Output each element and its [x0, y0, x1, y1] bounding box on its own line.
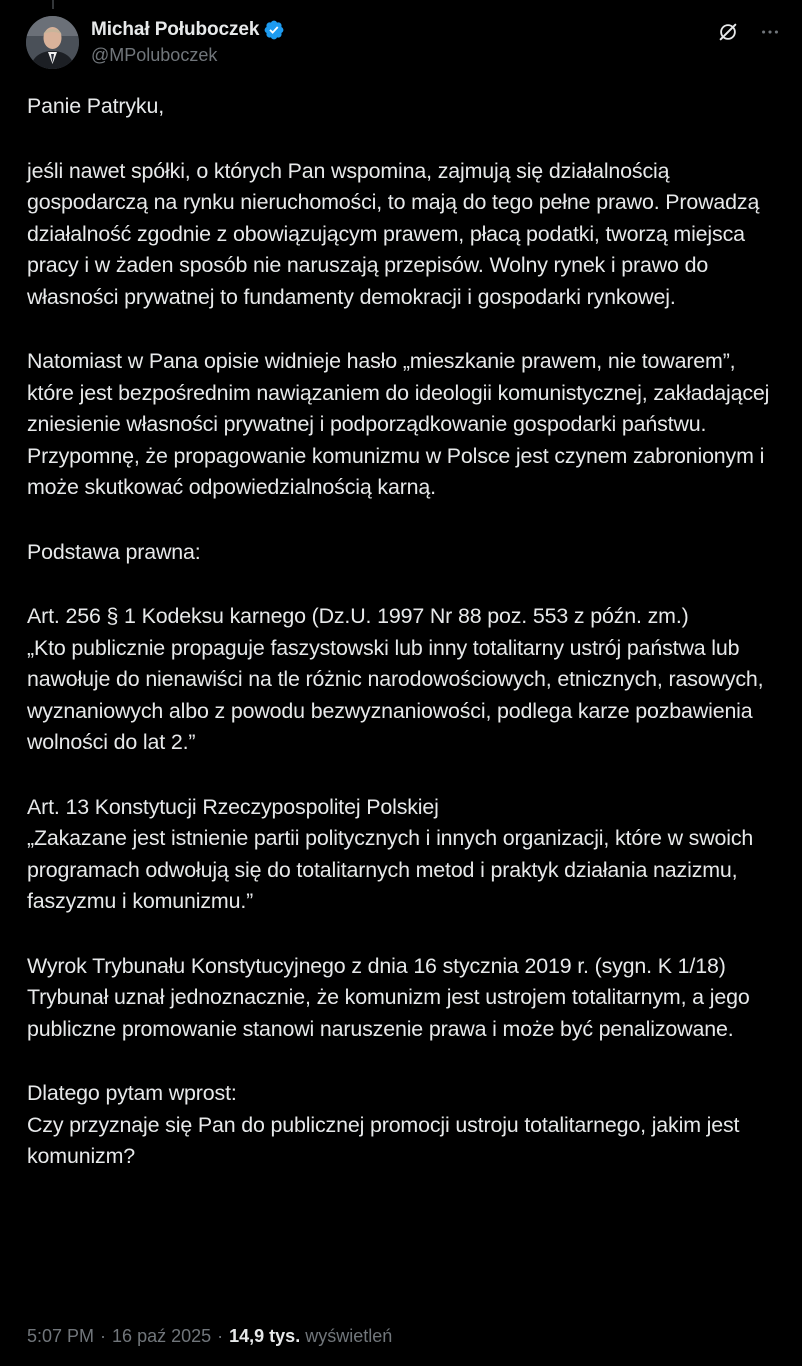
post-paragraph-tribunal: Wyrok Trybunału Konstytucyjnego z dnia 16 stycznia 2019 r. (sygn. K 1/18) Trybunał uznał jednoznacznie, że komunizm jest ustrojem totalitarnym, a jego publiczne promowanie stanowi naruszenie prawa i może być penalizowane.: [27, 953, 750, 1041]
post-date[interactable]: 16 paź 2025: [112, 1326, 212, 1346]
post-paragraph-slogan: Natomiast w Pana opisie widnieje hasło „mieszkanie prawem, nie towarem”, które jest bezpośrednim nawiązaniem do ideologii komunistycznej, zakładającej zniesienie własności prywatnej i podporządkowanie gospodarki państwu. Przypomnę, że propagowanie komunizmu w Polsce jest czynem zabronionym i może skutkować odpowiedzialnością karną.: [27, 349, 770, 499]
post-text: [27, 91, 787, 1206]
meta-separator: ·: [100, 1326, 107, 1346]
avatar[interactable]: [26, 16, 79, 69]
post-paragraph-legal-basis: Podstawa prawna:: [27, 539, 201, 564]
post-paragraph-question: Dlatego pytam wprost: Czy przyznaje się Pan do publicznej promocji ustroju totalitarnego, jakim jest komunizm?: [27, 1081, 740, 1168]
author-info: [91, 18, 285, 66]
handle[interactable]: @MPoluboczek: [91, 45, 218, 65]
post-header: [26, 16, 786, 72]
views-count[interactable]: 14,9 tys.: [229, 1326, 301, 1346]
post-time[interactable]: 5:07 PM: [27, 1326, 95, 1346]
post-paragraph-criminal-code: Art. 256 § 1 Kodeksu karnego (Dz.U. 1997 Nr 88 poz. 553 z późn. zm.) „Kto publicznie propaguje faszystowski lub inny totalitarny ustrój państwa lub nawołuje do nienawiści na tle różnic narodowościowych, etnicznych, rasowych, wyznaniowych albo z powodu bezwyznaniowości, podlega karze pozbawienia wolności do lat 2.”: [27, 604, 764, 754]
header-actions: [716, 20, 782, 44]
avatar-image: [26, 16, 79, 69]
verified-badge-icon[interactable]: [263, 19, 285, 41]
name-row: [91, 18, 285, 42]
thread-connector-line: [52, 0, 54, 9]
post-paragraph-greeting: Panie Patryku,: [27, 94, 165, 118]
grok-icon[interactable]: [716, 20, 740, 44]
post-paragraph-companies: jeśli nawet spółki, o których Pan wspomina, zajmują się działalnością gospodarczą na rynku nieruchomości, to mają do tego pełne prawo. Prowadzą działalność zgodnie z obowiązującym prawem, płacą podatki, tworzą miejsca pracy i w żaden sposób nie naruszają przepisów. Wolny rynek i prawo do własności prywatnej to fundamenty demokracji i gospodarki rynkowej.: [27, 158, 760, 309]
display-name[interactable]: Michał Połuboczek: [91, 19, 260, 40]
views-label: wyświetleń: [305, 1326, 393, 1346]
meta-separator: ·: [217, 1326, 224, 1346]
more-options-icon[interactable]: [758, 20, 782, 44]
post-paragraph-constitution: Art. 13 Konstytucji Rzeczypospolitej Polskiej „Zakazane jest istnienie partii politycznych i innych organizacji, które w swoich programach odwołują się do totalitarnych metod i praktyk działania nazizmu, faszyzmu i komunizmu.”: [27, 794, 754, 913]
post-meta: [27, 1326, 392, 1347]
